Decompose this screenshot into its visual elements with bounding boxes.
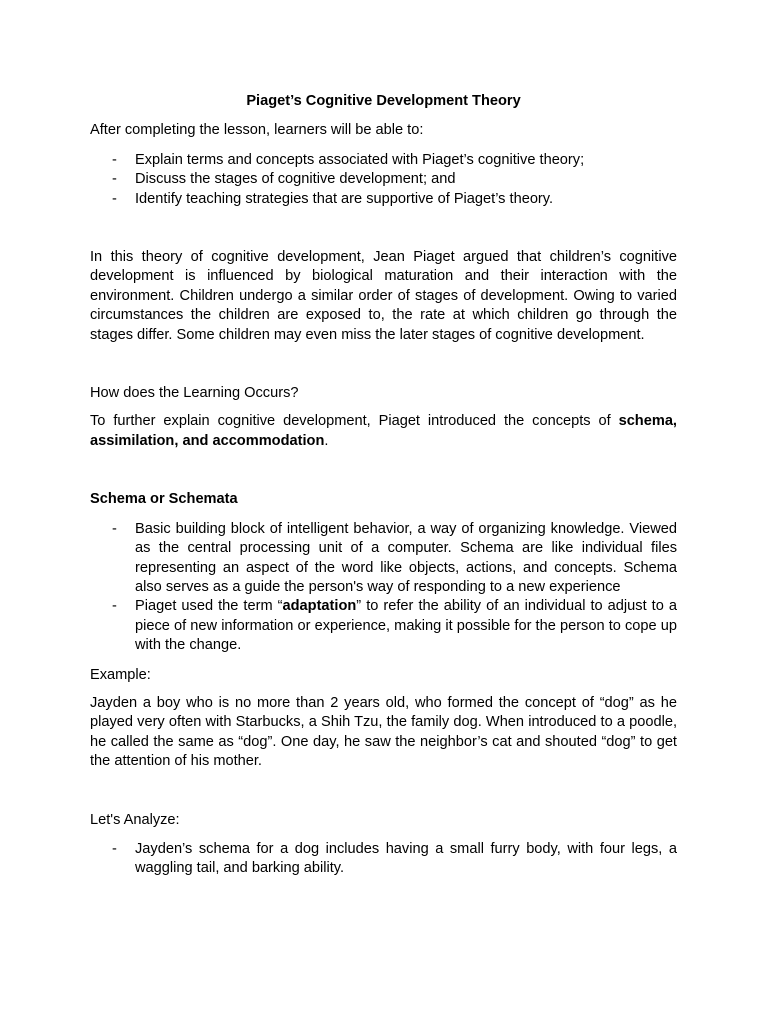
adaptation-term: adaptation — [282, 598, 357, 615]
concepts-end: . — [324, 432, 329, 449]
bullet-dash: - — [112, 190, 117, 207]
concepts-bold: schema, assimilation, and accommodation — [90, 413, 677, 449]
bullet-dash: - — [112, 171, 117, 188]
adaptation-text-end: ” to refer the ability of an individual to adjust to a piece of new information or experience, making it possible for the person to cope up with the change. — [135, 598, 677, 654]
objective-text: Explain terms and concepts associated with Piaget’s cognitive theory; — [135, 151, 585, 168]
list-item — [90, 151, 677, 170]
list-item — [90, 597, 677, 655]
list-item — [90, 520, 677, 598]
bullet-dash: - — [112, 598, 117, 615]
objectives-list — [90, 151, 677, 209]
schema-definition: Basic building block of intelligent behavior, a way of organizing knowledge. Viewed as the central processing unit of a computer. Schema are like individual files representing an aspect of the word like objects, actions, and concepts. Schema also serves as a guide the person's way of responding to a new experience — [135, 520, 677, 595]
bullet-dash: - — [112, 520, 117, 537]
list-item — [90, 190, 677, 209]
analyze-list — [90, 840, 677, 879]
concepts-paragraph — [90, 412, 677, 451]
example-paragraph: Jayden a boy who is no more than 2 years old, who formed the concept of “dog” as he played very often with Starbucks, a Shih Tzu, the family dog. When introduced to a poodle, he called the same as “dog”. One day, he saw the neighbor’s cat and shouted “dog” to get the attention of his mother. — [90, 694, 677, 770]
schema-heading: Schema or Schemata — [90, 491, 238, 508]
bullet-dash: - — [112, 151, 117, 168]
concepts-text: To further explain cognitive development, Piaget introduced the concepts of — [90, 413, 619, 430]
analyze-label: Let's Analyze: — [90, 811, 180, 828]
page-title: Piaget’s Cognitive Development Theory — [246, 93, 521, 109]
document-body — [90, 92, 677, 879]
objectives-intro: After completing the lesson, learners will be able to: — [90, 122, 424, 139]
list-item — [90, 170, 677, 189]
objective-text: Discuss the stages of cognitive development; and — [135, 171, 456, 188]
list-item — [90, 840, 677, 879]
analyze-text: Jayden’s schema for a dog includes having a small furry body, with four legs, a waggling tail, and barking ability. — [135, 840, 677, 877]
schema-list — [90, 520, 677, 656]
objective-text: Identify teaching strategies that are supportive of Piaget’s theory. — [135, 190, 554, 207]
intro-paragraph: In this theory of cognitive development, Jean Piaget argued that children’s cognitive development is influenced by biological maturation and their interaction with the environment. Children undergo a similar order of stages of development. Owing to varied circumstances the children are exposed to, the rate at which children go through the stages differ. Some children may even miss the later stages of cognitive development. — [90, 249, 677, 343]
adaptation-text-start: Piaget used the term “ — [135, 598, 283, 615]
example-label: Example: — [90, 666, 151, 683]
bullet-dash: - — [112, 840, 117, 857]
learning-question: How does the Learning Occurs? — [90, 385, 299, 402]
